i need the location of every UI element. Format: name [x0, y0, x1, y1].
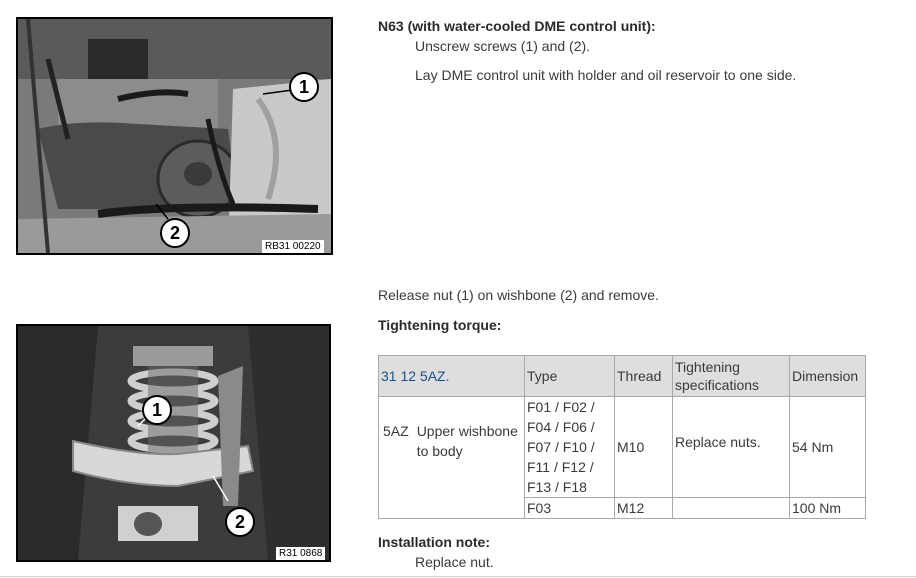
type-line: F07 / F10 / [527, 439, 595, 455]
type-line: F13 / F18 [527, 479, 587, 495]
section-heading: N63 (with water-cooled DME control unit): [378, 18, 656, 34]
table-cell-type: F03 [525, 498, 615, 519]
engine-bay-photo [16, 17, 333, 255]
torque-heading: Tightening torque: [378, 317, 502, 333]
table-cell-spec: Replace nuts. [673, 397, 790, 498]
step-text: Unscrew screws (1) and (2). [415, 38, 591, 54]
figure-label: RB31 00220 [262, 240, 324, 253]
callout-1: 1 [289, 72, 319, 102]
callout-2: 2 [160, 218, 190, 248]
table-row [379, 397, 866, 498]
instruction-text: Release nut (1) on wishbone (2) and remove. [378, 287, 659, 303]
part-code: 5AZ [383, 423, 409, 439]
type-line: F11 / F12 / [527, 459, 594, 475]
table-cell-type [525, 397, 615, 498]
table-cell-spec [673, 498, 790, 519]
type-line: F04 / F06 / [527, 419, 595, 435]
part-description: Upper wishbone to body [416, 423, 518, 459]
step-text: Lay DME control unit with holder and oil reservoir to one side. [415, 67, 797, 83]
installation-heading: Installation note: [378, 534, 490, 550]
callout-2: 2 [225, 507, 255, 537]
suspension-photo [16, 324, 331, 562]
table-cell-dimension: 100 Nm [790, 498, 866, 519]
table-header-dimension: Dimension [790, 356, 866, 397]
table-header-row [379, 356, 866, 397]
suspension-illustration [18, 326, 329, 560]
spec-code-link[interactable]: 31 12 5AZ. [381, 368, 450, 384]
table-cell-dimension: 54 Nm [790, 397, 866, 498]
table-header-thread: Thread [615, 356, 673, 397]
installation-text: Replace nut. [415, 554, 494, 570]
type-line: F01 / F02 / [527, 399, 595, 415]
table-header-spec: Tightening specifications [673, 356, 790, 397]
table-cell-part [379, 397, 525, 519]
torque-table [378, 355, 866, 519]
callout-1: 1 [142, 395, 172, 425]
table-cell-thread: M10 [615, 397, 673, 498]
table-header-type: Type [525, 356, 615, 397]
figure-label: R31 0868 [276, 547, 325, 560]
table-cell-thread: M12 [615, 498, 673, 519]
table-header-code[interactable] [379, 356, 525, 397]
divider [0, 576, 916, 577]
